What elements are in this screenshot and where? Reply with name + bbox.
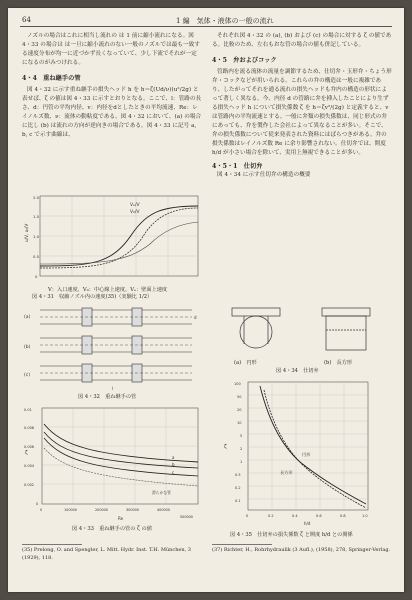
footnote-right: (37) Richter, H., Rohrhydraulik (3 Aufl.), (1958), 278, Springer-Verlag. [212,547,391,553]
figure-4-34 [226,304,386,360]
fig435-ytick: 5 [240,434,243,438]
fig431-ytick: 0 [35,274,38,279]
fig431-legend-2: V₀/V [130,210,140,215]
running-title: 1 編 気体・液体の一般の流れ [176,17,274,25]
fig435-ytick: 10 [237,421,242,425]
fig435-ytick: 2 [240,447,243,451]
fig431-ytick: 1.5 [33,214,40,219]
fig435-xtick: 0.4 [292,514,298,518]
fig433-xtick: 200000 [95,508,108,512]
fig435-ytick: 0.2 [235,486,241,490]
fig435-label-round: 円形 [302,452,311,457]
fig435-ylabel: ζ [224,444,227,450]
fig435-xtick: 0.6 [316,514,322,518]
fig435-curve-round [260,386,366,504]
figure-4-32 [22,304,202,392]
fig432-pipe-a [40,308,192,326]
fig432-pipe-c [40,364,192,382]
fig435-xtick: 0 [246,514,249,518]
fig432-l-label: l [112,386,114,391]
fig432-d-label: d [194,315,197,320]
fig433-xtick: 100000 [64,508,77,512]
fig431-caption: 図 4・31 収縮ノズル内の速度(35)（実験比 1/2） [32,294,153,300]
fig434-b-label: (b) 長方形 [324,360,353,366]
fig433-xtick: 500000 [180,515,193,519]
fig431-ytick: 0.5 [33,254,40,259]
fig433-xlabel: Re [118,516,124,521]
section-4-5-body: 管路内を流る流体の流量を調節するため、仕切弁・玉形弁・ちょう形弁・コックなどが用いられる。これらの弁の構造は一般に複雑であり、したがってそれを通る流れの損失ヘッドも弁内の構造の形状によって著しく異なる。今、内径 d の管路に弁を挿入したことにより生ずる損失ヘッド h について損失係数 ζ を h＝ζv²/(2g) と定義すると、v は管路内の平均流速とする。一般に弁類の損失係数は、同じ形式の弁にあっても、弁を製作した会社によって異なることが多い。そこで、弁の損失係数について従来発表された資料にはばらつきがある。弁の損失係数はレイノルズ数 Re に余り影響されない。仕切弁では、開度 h/d が小さい場合を除いて、実用上無視できることが多い。 [212,69,392,156]
section-4-4-title: 4・4 重ね継手の管 [22,75,81,82]
figure-4-33 [22,404,202,522]
fig433-caption: 図 4・33 重ね継手の管の ζ の値 [72,526,152,532]
fig431-legend-1: Vₑ/V [130,203,140,208]
fig433-curve-label-c: c [172,470,175,475]
fig433-note: 滑らかな管 [152,490,171,495]
fig434-round-valve [232,308,280,348]
fig435-ytick: 50 [237,395,242,399]
fig432-label-c: (c) [24,373,30,378]
section-4-4-body: 図 4・32 に示す重ね継手の損失ヘッド h を h＝ζ(Ud/ν)(u²/2g) と表せば、ζ の値は図 4・33 に示すとおりとなる。ここで、l：管路の長さ、d：円管の平均内径、v：内径をdとしたときの平均流速、Re：レイノルズ数、ν：流体の動粘度である。図 4・32 において、(a) の場合に比し (b) は流れの方向が逆向きの場合である。図 4・33 に記号 a, b, c で示す曲線は、 [22,87,202,138]
fig433-ytick: 0.002 [24,483,35,487]
fig434-caption: 図 4・34 仕切弁 [276,368,319,374]
fig433-xtick: 400000 [157,508,170,512]
fig433-curve-label-b: b [172,462,175,467]
fig435-frame [248,382,368,510]
fig435-xtick: 1.0 [362,514,368,518]
fig435-ytick: 1 [240,460,243,464]
fig432-label-b: (b) [24,345,31,350]
fig434-a-label: (a) 円形 [234,360,257,366]
figure-4-35 [220,378,396,530]
fig435-xtick: 0.2 [268,514,274,518]
fig435-ytick: 0.1 [235,499,241,503]
right-column-text [212,32,392,180]
fig431-note: V：入口速度、V₀：中心線上速度、Vₑ：壁面上速度 [48,287,168,293]
fig433-xtick: 0 [40,508,43,512]
fig433-curve-label-a: a [172,455,175,460]
footnote-rule-left [22,544,82,545]
fig433-curve-b [44,432,198,468]
fig435-grid [248,382,368,510]
fig432-label-a: (a) [24,315,31,320]
fig431-ytick: 2.0 [33,195,40,200]
fig434-rect-valve [322,308,370,350]
fig433-curve-c [44,438,198,476]
right-paragraph-1: それぞれ図 4・32 の (a), (b) および (c) の場合に対する ζ の値である。比較のため、左右もおな管の場合の値も併記している。 [212,33,392,48]
header-rule [20,26,392,27]
fig433-curve-a [44,424,198,462]
book-page [8,8,404,592]
fig433-frame [42,408,198,504]
section-4-5-title: 4・5 弁およびコック [212,57,277,64]
intro-paragraph: ノズルの場合はこれに相当し流れの は 1 前に縮小流れになる。図 4・33 の場合は は一旦に縮小流れのない一般のノズルでは最も一致する速度分布が均一に近づかず長くなっていて、少し下流でそれが一定になるのがみつけれる。 [22,33,200,66]
fig435-xlabel: h/d [304,521,311,526]
fig431-ylabel: u/V, u₀/V [24,223,29,242]
fig433-ytick: 0.01 [24,408,32,412]
footnote-rule-right [212,544,272,545]
left-column-text [22,32,202,140]
figure-4-31 [22,194,202,286]
fig432-caption: 図 4・32 重ね継手の管 [78,394,137,400]
fig432-pipe-b [40,336,192,354]
fig433-ytick: 0 [36,502,39,506]
fig435-label-rect: 長方形 [280,470,293,475]
fig431-ytick: 1.0 [33,234,40,239]
fig435-ytick: 100 [234,382,241,386]
fig433-ytick: 0.006 [24,445,35,449]
fig431-curve-3 [40,222,198,264]
fig433-ylabel: ζ [25,450,28,456]
fig433-ytick: 0.004 [24,464,35,468]
footnote-left: (35) Prelong, O. and Spengler, L. Mitt. Hydr. Inst. T.H. München, 3 (1929), 118. [22,547,191,561]
fig433-xtick: 300000 [126,508,139,512]
fig433-grid [42,408,198,504]
section-4-5-1-body: 図 4・34 に示す仕切弁の構造の概要 [217,172,311,178]
fig435-xtick: 0.8 [340,514,346,518]
fig433-smooth-pipe [44,448,198,486]
fig435-ytick: 20 [237,408,242,412]
section-4-5-1-title: 4・5・1 仕切弁 [212,163,263,170]
fig433-ytick: 0.008 [24,426,35,430]
fig435-caption: 図 4・35 仕切弁の損失係数 ζ と開度 h/d との関係 [230,532,353,538]
fig435-ytick: 0.5 [235,473,241,477]
page-number: 64 [22,16,31,24]
fig435-curve-rect [264,390,366,508]
